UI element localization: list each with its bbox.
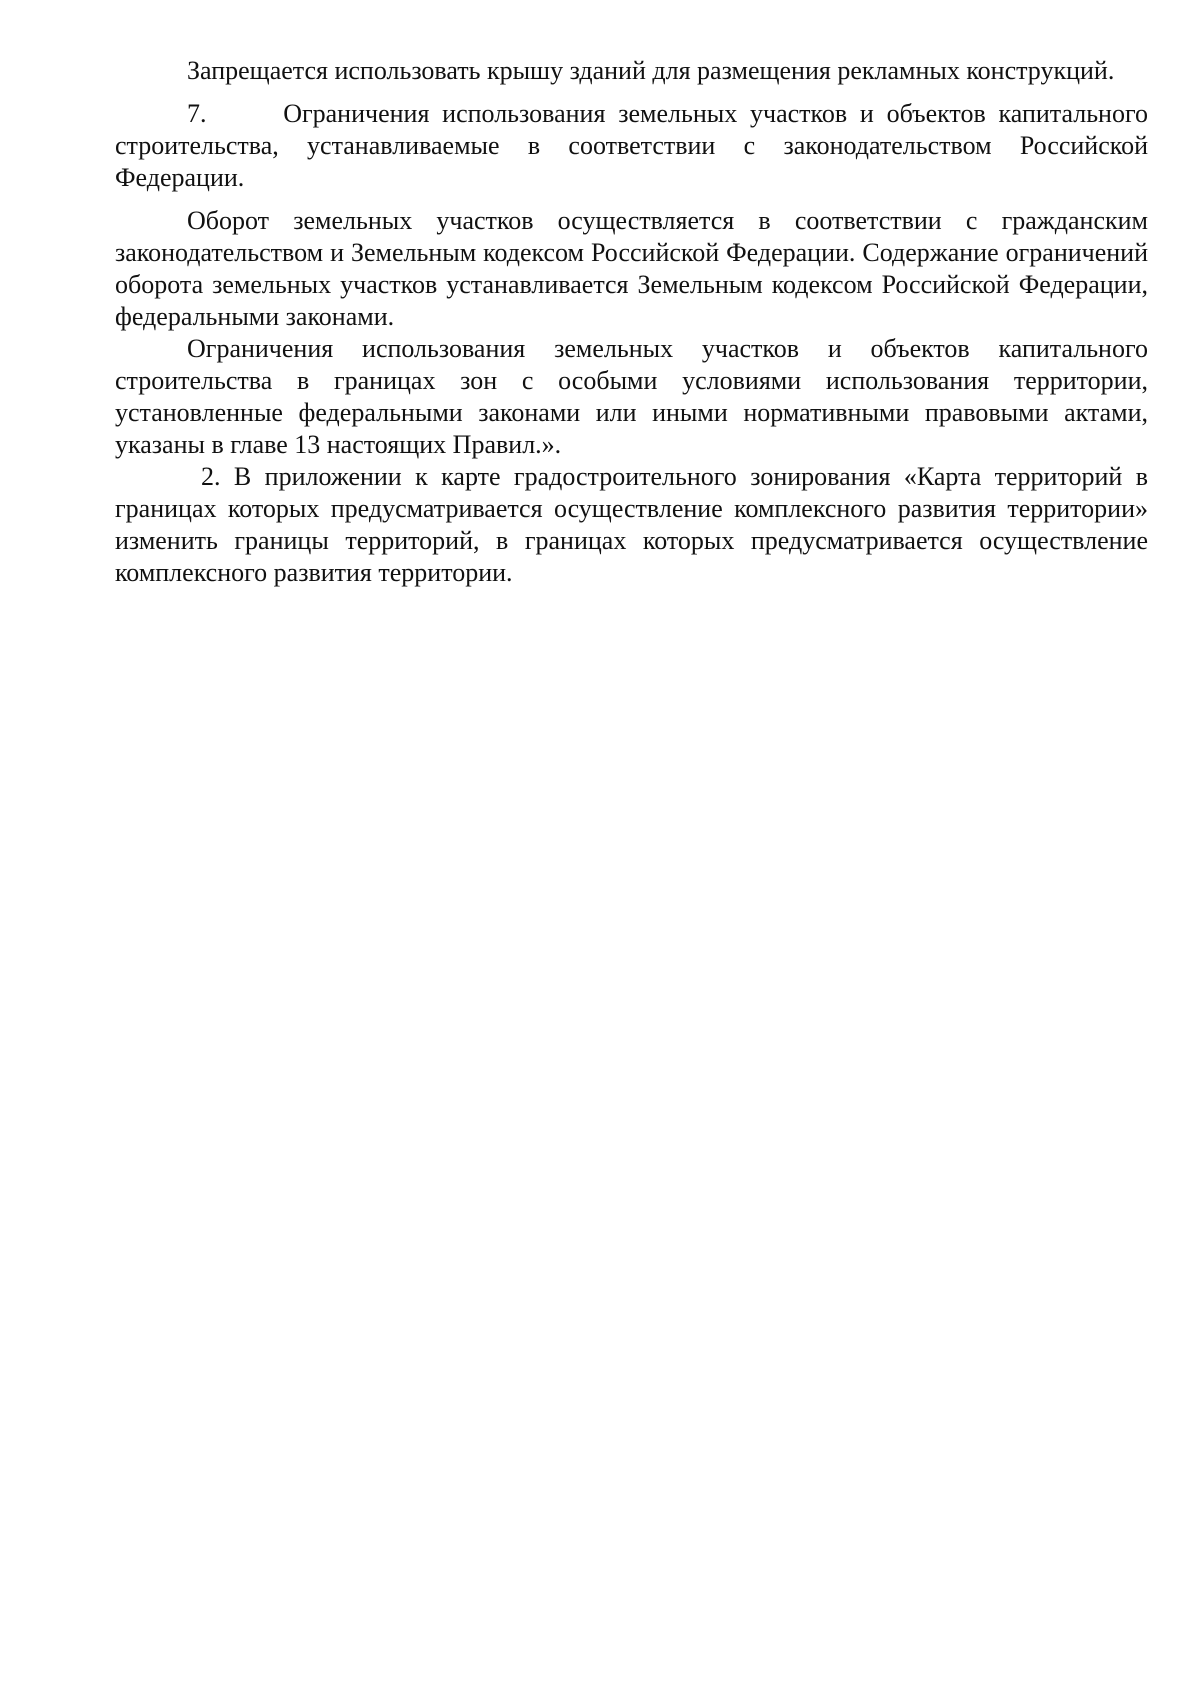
paragraph-roof-advertising: Запрещается использовать крышу зданий для размещения рекламных конструкций. [187, 56, 1115, 85]
paragraph-zone-restrictions: Ограничения использования земельных участков и объектов капитального строительства в границах зон с особыми условиями использования территории, установленные федеральными законами или иными нормативными правовыми актами, указаны в главе 13 настоящих Правил.». [115, 334, 1148, 459]
paragraph-land-circulation: Оборот земельных участков осуществляется в соответствии с гражданским законодательством и Земельным кодексом Российской Федерации. Содержание ограничений оборота земельных участков устанавливается Земельным кодексом Российской Федерации, федеральными законами. [115, 206, 1148, 331]
paragraph-item-2-map-appendix: 2. В приложении к карте градостроительного зонирования «Карта территорий в границах которых предусматривается осуществление комплексного развития территории» изменить границы территорий, в границах которых предусматривается осуществление комплексного развития территории. [115, 462, 1148, 587]
document-body [115, 55, 1148, 589]
paragraph-section-7-heading: 7. Ограничения использования земельных участков и объектов капитального строительства, устанавливаемые в соответствии с законодательством Российской Федерации. [115, 99, 1148, 192]
